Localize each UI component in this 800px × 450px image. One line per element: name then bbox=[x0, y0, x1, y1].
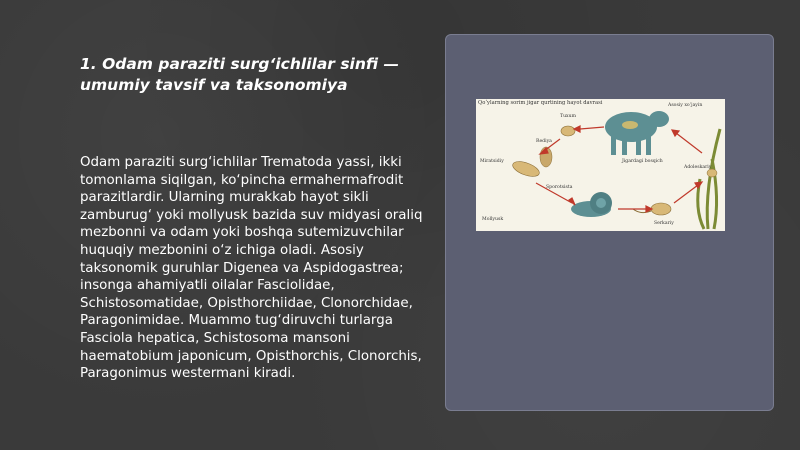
miracidium-shape bbox=[511, 159, 541, 180]
image-panel bbox=[445, 34, 774, 411]
final-host-animal bbox=[605, 111, 669, 155]
label-stage-in-host: Jigardagi bosqich bbox=[622, 159, 663, 164]
figure-caption: Qo‘ylarning sorim jigar qurtining hayot davrasi bbox=[478, 100, 603, 106]
life-cycle-diagram bbox=[476, 99, 725, 231]
label-redia: Rediya bbox=[536, 139, 552, 144]
label-final-host: Asosiy xo‘jayin bbox=[668, 103, 703, 108]
label-miracidium: Miratsidiy bbox=[480, 159, 504, 164]
label-egg: Tuxum bbox=[560, 114, 576, 119]
slide-title: 1. Odam paraziti surg‘ichlilar sinfi — umumiy tavsif va taksonomiya bbox=[80, 55, 399, 94]
slide-body-text: Odam paraziti surg‘ichlilar Trematoda yassi, ikki tomonlama siqilgan, ko‘pincha ermahermafrodit parazitlardir. Ularning murakkab hayot sikli zamburug‘ yoki mollyusk bazida suv midyasi oraliq mezbonni va odam yoki boshqa sutemizuvchilar huquqiy mezbonini o‘z ichiga oladi. Asosiy taksonomik guruhlar Digenea va Aspidogastrea; insonga ahamiyatli oilalar Fasciolidae, Schistosomatidae, Opisthorchiidae, Clonorchidae, Paragonimidae. Muammo tug‘diruvchi turlarga Fasciola hepatica, Schistosoma mansoni haematobium japonicum, Opisthorchis, Clonorchis, Paragonimus westermani kiradi. bbox=[80, 155, 423, 382]
snail-shape bbox=[571, 192, 612, 217]
egg-shape bbox=[561, 126, 575, 136]
label-adolescaria: Adoleskariy bbox=[684, 165, 712, 170]
label-snail: Mollyusk bbox=[482, 217, 504, 222]
label-sporocyst: Sporotsista bbox=[546, 185, 573, 190]
grass-shape bbox=[698, 129, 720, 229]
cercaria-shape bbox=[651, 203, 671, 215]
label-cercaria: Serkariy bbox=[654, 221, 674, 226]
